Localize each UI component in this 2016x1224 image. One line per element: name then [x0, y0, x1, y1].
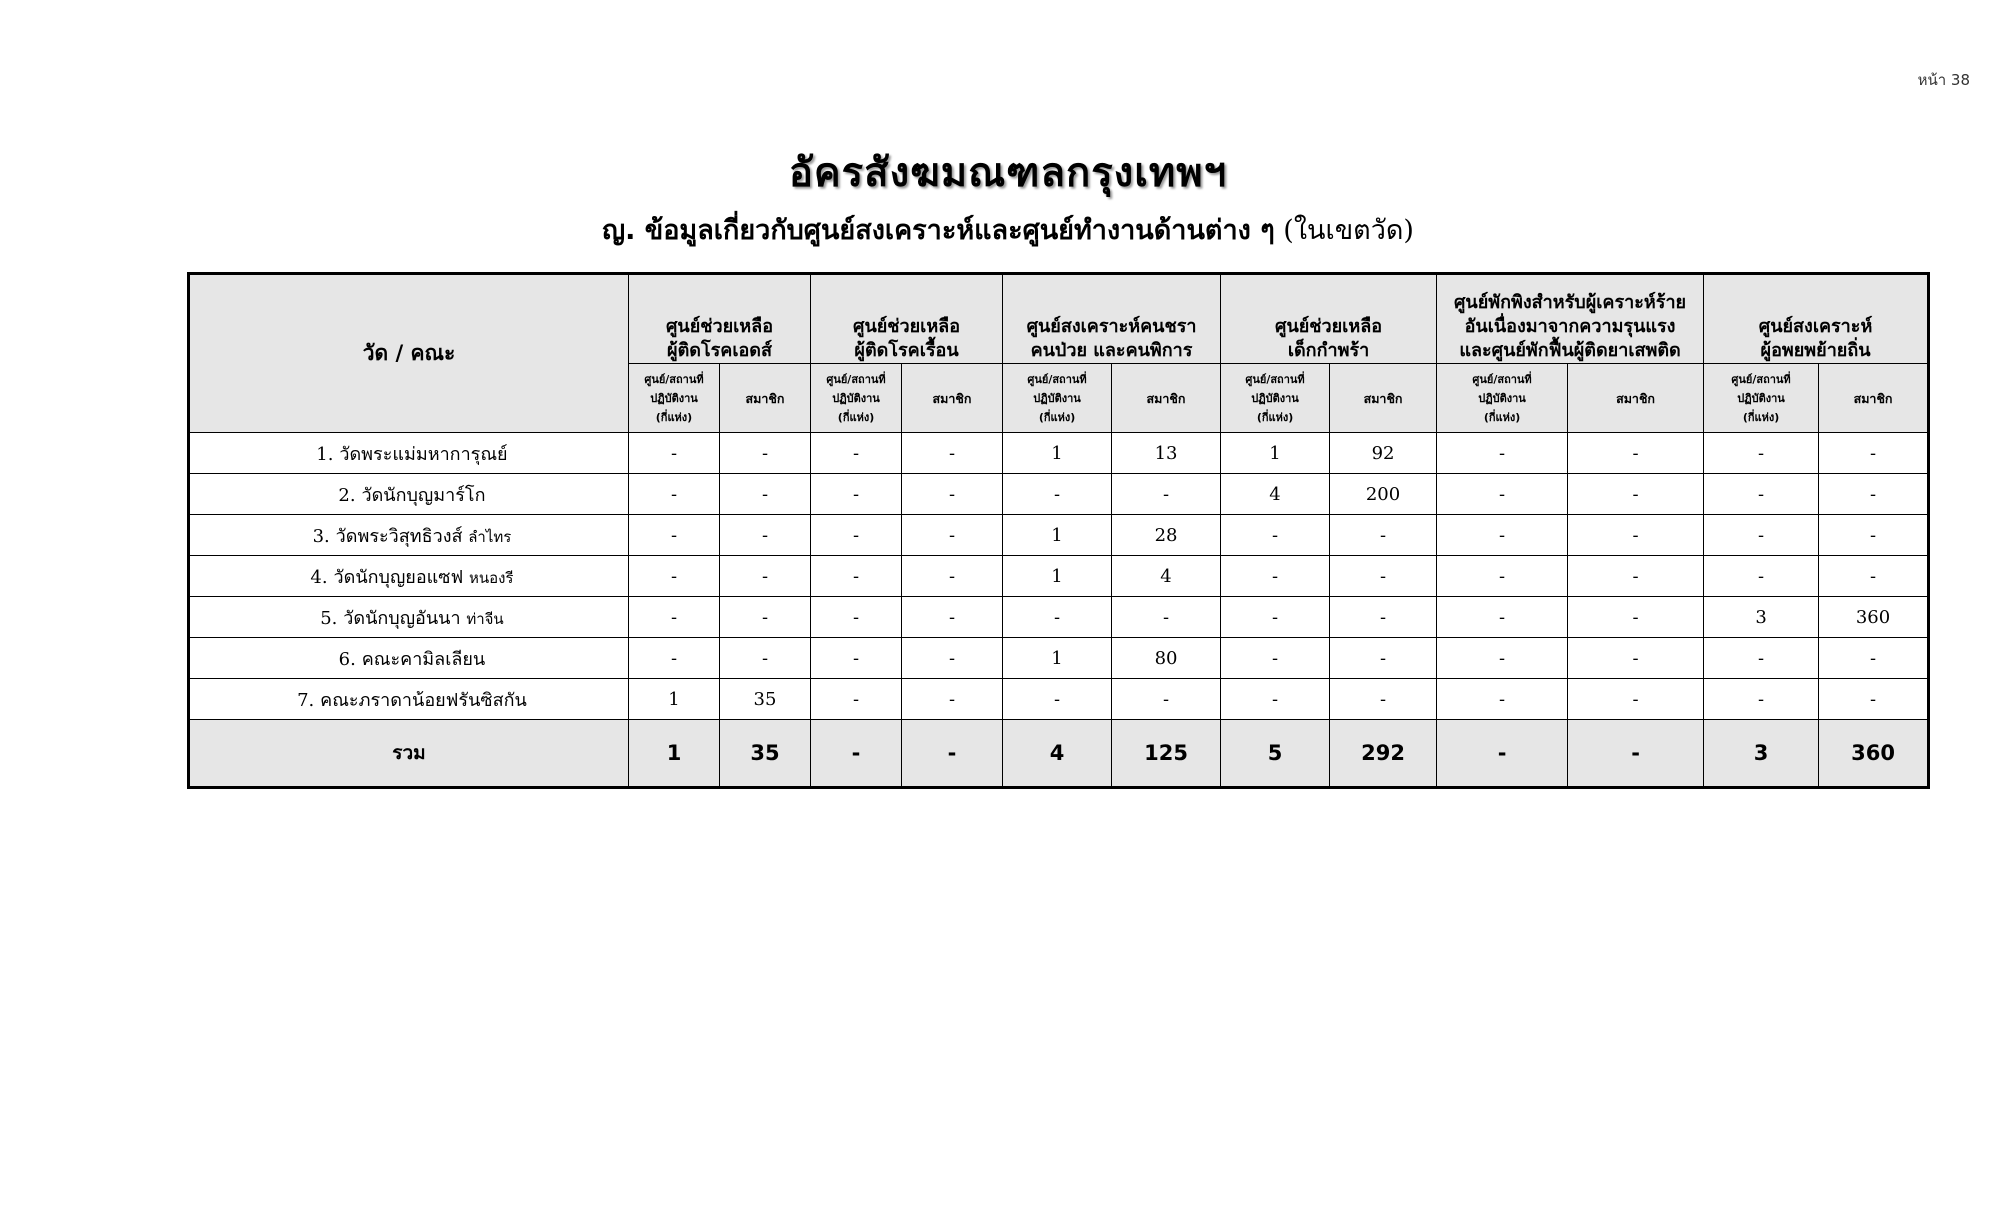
row-location: ลำไทร — [468, 527, 512, 546]
cell-centers: - — [1704, 515, 1819, 556]
cell-members: - — [902, 638, 1003, 679]
cell-centers: - — [811, 556, 902, 597]
total-centers: 3 — [1704, 720, 1819, 788]
cell-centers: - — [1437, 556, 1568, 597]
cell-centers: - — [1221, 638, 1330, 679]
cell-members: 360 — [1819, 597, 1929, 638]
cell-centers: - — [1437, 433, 1568, 474]
row-name: วัดพระแม่มหาการุณย์ — [339, 443, 508, 465]
row-index: 7. — [297, 689, 315, 711]
cell-members: 13 — [1112, 433, 1221, 474]
cell-centers: - — [629, 515, 720, 556]
group-header-aids: ศูนย์ช่วยเหลือ ผู้ติดโรคเอดส์ — [629, 274, 811, 364]
cell-members: 80 — [1112, 638, 1221, 679]
table-row — [189, 433, 1929, 474]
cell-members: - — [720, 556, 811, 597]
sub-header-centers: ศูนย์/สถานที่ ปฏิบัติงาน (กี่แห่ง) — [1437, 364, 1568, 433]
cell-members: - — [1330, 679, 1437, 720]
total-members: 35 — [720, 720, 811, 788]
cell-centers: - — [1221, 556, 1330, 597]
cell-centers: - — [1704, 679, 1819, 720]
cell-members: - — [902, 679, 1003, 720]
centers-table — [187, 272, 1930, 789]
total-centers: - — [811, 720, 902, 788]
subtitle-note: (ในเขตวัด) — [1283, 215, 1414, 246]
cell-centers: - — [1437, 515, 1568, 556]
cell-members: - — [1568, 433, 1704, 474]
cell-members: - — [902, 556, 1003, 597]
cell-centers: - — [1003, 679, 1112, 720]
page-title: อัครสังฆมณฑลกรุงเทพฯ — [788, 150, 1228, 196]
sub-header-centers: ศูนย์/สถานที่ ปฏิบัติงาน (กี่แห่ง) — [1704, 364, 1819, 433]
sub-header-centers: ศูนย์/สถานที่ ปฏิบัติงาน (กี่แห่ง) — [629, 364, 720, 433]
group-header-row — [189, 274, 1929, 364]
total-centers: 4 — [1003, 720, 1112, 788]
cell-members: - — [1112, 597, 1221, 638]
row-name: คณะภราดาน้อยฟรันซิสกัน — [320, 689, 527, 711]
cell-members: - — [1819, 433, 1929, 474]
cell-centers: - — [629, 474, 720, 515]
cell-members: - — [902, 515, 1003, 556]
cell-members: - — [1819, 679, 1929, 720]
row-index: 1. — [316, 443, 334, 465]
cell-centers: - — [1003, 474, 1112, 515]
page-number: หน้า 38 — [1917, 71, 1970, 89]
cell-centers: - — [1437, 474, 1568, 515]
cell-members: - — [1568, 679, 1704, 720]
group-header-elderly: ศูนย์สงเคราะห์คนชรา คนป่วย และคนพิการ — [1003, 274, 1221, 364]
sub-header-members: สมาชิก — [720, 364, 811, 433]
cell-centers: - — [629, 638, 720, 679]
table-row — [189, 515, 1929, 556]
cell-members: - — [902, 597, 1003, 638]
subtitle-text: ญ. ข้อมูลเกี่ยวกับศูนย์สงเคราะห์และศูนย์ทำงานด้านต่าง ๆ — [602, 215, 1275, 246]
total-members: - — [902, 720, 1003, 788]
sub-header-centers: ศูนย์/สถานที่ ปฏิบัติงาน (กี่แห่ง) — [811, 364, 902, 433]
cell-members: - — [1330, 515, 1437, 556]
cell-centers: - — [811, 474, 902, 515]
name-column-header: วัด / คณะ — [189, 274, 629, 433]
cell-members: - — [1330, 638, 1437, 679]
row-name: วัดนักบุญมาร์โก — [361, 484, 486, 506]
cell-centers: - — [1704, 474, 1819, 515]
cell-centers: - — [1003, 597, 1112, 638]
cell-centers: - — [811, 515, 902, 556]
row-name-cell — [189, 679, 629, 720]
cell-members: - — [902, 433, 1003, 474]
cell-centers: - — [811, 433, 902, 474]
row-name-cell — [189, 597, 629, 638]
cell-members: 28 — [1112, 515, 1221, 556]
cell-members: - — [1819, 474, 1929, 515]
cell-centers: - — [811, 679, 902, 720]
cell-centers: 1 — [629, 679, 720, 720]
cell-centers: - — [811, 597, 902, 638]
cell-members: - — [1568, 597, 1704, 638]
sub-header-centers: ศูนย์/สถานที่ ปฏิบัติงาน (กี่แห่ง) — [1221, 364, 1330, 433]
row-index: 4. — [310, 566, 328, 588]
cell-members: 35 — [720, 679, 811, 720]
cell-members: - — [902, 474, 1003, 515]
row-name: วัดพระวิสุทธิวงส์ — [335, 525, 463, 547]
cell-centers: 1 — [1003, 556, 1112, 597]
cell-centers: 3 — [1704, 597, 1819, 638]
row-name: วัดนักบุญอันนา — [343, 607, 461, 629]
cell-members: - — [720, 515, 811, 556]
cell-centers: - — [1437, 638, 1568, 679]
total-members: 125 — [1112, 720, 1221, 788]
row-name: วัดนักบุญยอแซฟ — [333, 566, 464, 588]
total-centers: 1 — [629, 720, 720, 788]
cell-centers: - — [811, 638, 902, 679]
row-location: ท่าจีน — [466, 609, 504, 628]
cell-centers: - — [1704, 433, 1819, 474]
cell-members: - — [1568, 515, 1704, 556]
row-index: 6. — [338, 648, 356, 670]
cell-centers: 1 — [1003, 638, 1112, 679]
row-name-cell — [189, 638, 629, 679]
table-row — [189, 556, 1929, 597]
total-row — [189, 720, 1929, 788]
cell-members: - — [1330, 597, 1437, 638]
cell-members: - — [1568, 638, 1704, 679]
group-header-leprosy: ศูนย์ช่วยเหลือ ผู้ติดโรคเรื้อน — [811, 274, 1003, 364]
table-row — [189, 597, 1929, 638]
row-name-cell — [189, 433, 629, 474]
cell-centers: - — [629, 433, 720, 474]
table-row — [189, 679, 1929, 720]
cell-members: - — [720, 474, 811, 515]
cell-members: - — [1819, 515, 1929, 556]
sub-header-members: สมาชิก — [1112, 364, 1221, 433]
total-label: รวม — [189, 720, 629, 788]
row-name-cell — [189, 556, 629, 597]
cell-members: - — [720, 638, 811, 679]
total-members: - — [1568, 720, 1704, 788]
cell-centers: - — [629, 597, 720, 638]
total-centers: - — [1437, 720, 1568, 788]
cell-centers: - — [1221, 597, 1330, 638]
group-header-migrants: ศูนย์สงเคราะห์ ผู้อพยพย้ายถิ่น — [1704, 274, 1929, 364]
sub-header-members: สมาชิก — [902, 364, 1003, 433]
cell-centers: 4 — [1221, 474, 1330, 515]
cell-centers: 1 — [1003, 433, 1112, 474]
table-body — [189, 433, 1929, 720]
row-index: 5. — [320, 607, 338, 629]
cell-centers: - — [1221, 515, 1330, 556]
row-name-cell — [189, 474, 629, 515]
cell-centers: - — [629, 556, 720, 597]
cell-members: 92 — [1330, 433, 1437, 474]
total-members: 360 — [1819, 720, 1929, 788]
cell-members: - — [1819, 638, 1929, 679]
sub-header-members: สมาชิก — [1819, 364, 1929, 433]
cell-members: - — [1330, 556, 1437, 597]
row-name-cell — [189, 515, 629, 556]
row-name: คณะคามิลเลียน — [361, 648, 486, 670]
page-subtitle — [0, 208, 2016, 251]
cell-members: 4 — [1112, 556, 1221, 597]
table-row — [189, 474, 1929, 515]
cell-members: - — [1568, 474, 1704, 515]
sub-header-members: สมาชิก — [1330, 364, 1437, 433]
cell-members: - — [1819, 556, 1929, 597]
cell-centers: - — [1437, 597, 1568, 638]
table-row — [189, 638, 1929, 679]
row-index: 2. — [338, 484, 356, 506]
total-centers: 5 — [1221, 720, 1330, 788]
cell-members: - — [1112, 679, 1221, 720]
cell-centers: - — [1437, 679, 1568, 720]
cell-members: - — [1568, 556, 1704, 597]
group-header-shelter: ศูนย์พักพิงสำหรับผู้เคราะห์ร้าย อันเนื่องมาจากความรุนแรง และศูนย์พักฟื้นผู้ติดยาเสพติด — [1437, 274, 1704, 364]
row-index: 3. — [312, 525, 330, 547]
sub-header-centers: ศูนย์/สถานที่ ปฏิบัติงาน (กี่แห่ง) — [1003, 364, 1112, 433]
cell-centers: 1 — [1221, 433, 1330, 474]
cell-members: - — [720, 597, 811, 638]
cell-centers: 1 — [1003, 515, 1112, 556]
total-members: 292 — [1330, 720, 1437, 788]
sub-header-members: สมาชิก — [1568, 364, 1704, 433]
cell-centers: - — [1221, 679, 1330, 720]
cell-members: - — [720, 433, 811, 474]
cell-centers: - — [1704, 638, 1819, 679]
cell-members: - — [1112, 474, 1221, 515]
group-header-orphans: ศูนย์ช่วยเหลือ เด็กกำพร้า — [1221, 274, 1437, 364]
cell-members: 200 — [1330, 474, 1437, 515]
cell-centers: - — [1704, 556, 1819, 597]
row-location: หนองรี — [468, 568, 514, 587]
